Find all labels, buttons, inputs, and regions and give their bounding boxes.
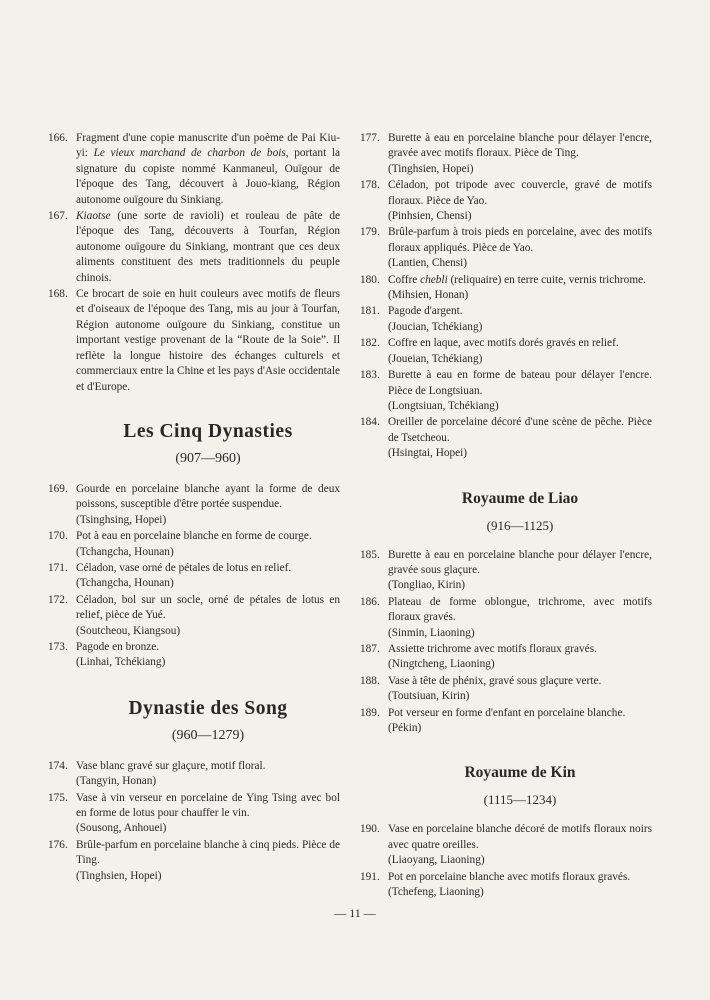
entry-number: 181. [360,305,380,318]
catalogue-entry [360,304,652,335]
catalogue-entry [360,674,652,705]
entry-number: 185. [360,548,380,561]
entry-text: Gourde en porcelaine blanche ayant la forme de deux poissons, susceptible d'être portée suspendue. [76,482,340,511]
entry-number: 170. [48,530,68,543]
entry-number: 172. [48,593,68,606]
right-column [360,131,652,901]
entry-location: (Toutsiuan, Kirin) [388,690,470,703]
entry-text: Vase à tête de phénix, gravé sous glaçure verte. [388,674,602,687]
catalogue-entry [48,791,340,837]
entry-number: 178. [360,179,380,192]
entry-description [388,706,652,721]
catalogue-entry [360,822,652,868]
entry-text: Pot verseur en forme d'enfant en porcelaine blanche. [388,706,626,719]
entry-description [388,548,652,579]
entry-description [388,822,652,853]
entry-location: (Hsingtai, Hopei) [388,447,468,460]
entry-number: 180. [360,273,380,286]
entry-number: 182. [360,337,380,350]
entry-location: (Tchangcha, Hounan) [76,577,174,590]
entry-text: Vase blanc gravé sur glaçure, motif floral. [76,759,266,772]
entry-description [388,178,652,209]
entry-text: Vase en porcelaine blanche décoré de motifs floraux noirs avec quatre oreilles. [388,823,652,851]
catalogue-entry [360,178,652,224]
catalogue-entry [48,561,340,592]
entry-text: Fragment d'une copie manuscrite d'un poème de Pai Kiu-yi: [76,132,340,160]
section-title: Les Cinq Dynasties [123,420,293,442]
catalogue-entry [48,838,340,884]
entry-number: 189. [360,706,380,719]
entry-text: Oreiller de porcelaine décoré d'une scène de pêche. Pièce de Tsetcheou. [388,416,652,444]
catalogue-entry [360,642,652,673]
entry-list [48,131,340,395]
entry-list [360,548,652,737]
entry-description [388,225,652,256]
catalogue-entry [48,287,340,395]
entry-description [76,640,340,655]
catalogue-entry [360,368,652,414]
catalogue-entry [48,759,340,790]
entry-number: 169. [48,482,68,495]
entry-location: (Tinghsien, Hopei) [76,869,162,882]
entry-text: Coffre [388,273,421,286]
catalogue-entry [360,548,652,594]
entry-text: , portant la signature du copiste nommé Kanmaneul, Ouïgour de l'époque des Tang, découvert à Jouo-kiang, Région autonome ouïgoure du Sinkiang. [76,147,341,206]
section-dates: (916—1125) [486,517,554,533]
entry-number: 175. [48,791,68,804]
section-heading [48,698,340,744]
entry-number: 176. [48,838,68,851]
entry-description [388,304,652,319]
entry-location: (Tongliao, Kirin) [388,579,466,592]
entry-text: Pagode d'argent. [388,305,463,318]
catalogue-entry [360,273,652,304]
section-dates: (1115—1234) [483,792,557,808]
entry-location: (Lantien, Chensi) [388,257,468,270]
entry-text: Plateau de forme oblongue, trichrome, avec motifs floraux gravés. [388,595,652,624]
entry-description [76,561,340,576]
entry-number: 174. [48,759,68,772]
entry-text: Burette à eau en forme de bateau pour délayer l'encre. Pièce de Longtsiuan. [388,369,652,397]
entry-description [76,759,340,774]
entry-text: Céladon, bol sur un socle, orné de pétales de lotus en relief, pièce de Yué. [76,593,340,622]
section-dates: (907—960) [175,450,241,466]
entry-text: Vase à vin verseur en porcelaine de Ying Tsing avec bol en forme de lotus pour chauffer le vin. [76,791,340,819]
section-title: Dynastie des Song [128,697,288,719]
entry-description [388,131,652,162]
entry-description [388,336,652,351]
entry-text: Pagode en bronze. [76,640,160,653]
section-title: Royaume de Liao [461,489,579,507]
section-heading [360,490,652,534]
entry-description [76,209,340,286]
entry-description [388,642,652,657]
entry-location: (Linhai, Tchékiang) [76,656,166,669]
entry-location: (Sousong, Anhouei) [76,822,167,835]
catalogue-entry [48,209,340,286]
entry-description [76,791,340,822]
section-dates: (960—1279) [171,727,245,743]
entry-number: 177. [360,132,380,144]
entry-number: 168. [48,288,68,301]
entry-text: Brûle-parfum à trois pieds en porcelaine, avec des motifs floraux appliqués. Pièce de Yao. [388,226,652,254]
catalogue-entry [48,482,340,528]
entry-location: (Joucian, Tchékiang) [388,320,483,333]
entry-location: (Pékin) [388,722,422,734]
entry-list [360,131,652,462]
section-heading [360,764,652,808]
entry-text: Coffre en laque, avec motifs dorés gravés en relief. [388,337,619,350]
entry-description [76,593,340,624]
entry-text: Assiette trichrome avec motifs floraux gravés. [388,642,597,655]
entry-italic-term: chebli [420,273,448,286]
entry-description [76,482,340,513]
catalogue-entry [360,336,652,367]
entry-location: (Mihsien, Honan) [388,289,469,302]
entry-text: Burette à eau en porcelaine blanche pour délayer l'encre, gravée sous glaçure. [388,548,652,576]
entry-number: 188. [360,674,380,687]
entry-text: (reliquaire) en terre cuite, vernis trichrome. [447,273,646,286]
entry-description [388,870,652,885]
entry-number: 184. [360,416,380,429]
entry-text: Brûle-parfum en porcelaine blanche à cinq pieds. Pièce de Ting. [76,838,340,867]
catalogue-entry [48,593,340,639]
catalogue-entry [360,706,652,737]
entry-number: 173. [48,640,68,653]
entry-location: (Tchefeng, Liaoning) [388,886,484,899]
entry-text: (une sorte de ravioli) et rouleau de pâte de l'époque des Tang, découverts à Tourfan, Région autonome ouïgoure du Sinkiang, montrant que ces deux aliments constituent des mets traditionnels du peuple chinois. [76,210,340,284]
entry-description [76,131,340,208]
entry-number: 191. [360,870,380,883]
entry-description [76,838,340,869]
entry-text: Céladon, pot tripode avec couvercle, gravé de motifs floraux. Pièce de Yao. [388,179,652,207]
entry-list [48,482,340,671]
entry-location: (Tchangcha, Hounan) [76,545,174,558]
section-title: Royaume de Kin [464,764,576,782]
catalogue-entry [360,870,652,901]
entry-location: (Pinhsien, Chensi) [388,210,472,223]
catalogue-entry [360,415,652,461]
entry-number: 186. [360,595,380,608]
entry-description [388,273,652,288]
entry-number: 166. [48,132,68,144]
catalogue-entry [360,225,652,271]
entry-number: 190. [360,823,380,836]
entry-description [76,287,340,395]
entry-location: (Sinmin, Liaoning) [388,626,475,639]
entry-italic-term: Kiaotse [76,210,111,223]
entry-number: 167. [48,210,68,223]
entry-description [388,415,652,446]
page-number: — 11 — [334,906,376,920]
catalogue-entry [360,131,652,177]
entry-location: (Ningtcheng, Liaoning) [388,658,495,671]
entry-location: (Tsinghsing, Hopei) [76,513,167,526]
entry-number: 171. [48,561,68,574]
entry-description [388,595,652,626]
entry-number: 179. [360,226,380,239]
entry-description [388,674,652,689]
entry-text: Ce brocart de soie en huit couleurs avec motifs de fleurs et d'oiseaux de l'époque des Tang, mis au jour à Tourfan, Région autonome ouïgoure du Sinkiang, constitue un important vestige provenant de la “Route de la Soie”. Il reflète la longue histoire des échanges culturels et commerciaux entre la Chine et les pays d'Asie occidentale et d'Europe. [76,288,340,393]
catalogue-entry [360,595,652,641]
left-column [48,131,340,885]
entry-text: Burette à eau en porcelaine blanche pour délayer l'encre, gravée avec motifs floraux. Pièce de Ting. [388,132,652,160]
entry-number: 183. [360,369,380,382]
entry-text: Céladon, vase orné de pétales de lotus en relief. [76,561,292,574]
entry-location: (Soutcheou, Kiangsou) [76,624,181,637]
entry-italic-term: Le vieux marchand de charbon de bois [93,147,286,160]
entry-location: (Joueian, Tchékiang) [388,352,483,365]
entry-location: (Longtsiuan, Tchékiang) [388,399,499,412]
entry-description [388,368,652,399]
entry-location: (Liaoyang, Liaoning) [388,854,485,867]
entry-list [360,822,652,900]
entry-list [48,759,340,884]
entry-location: (Tinghsien, Hopei) [388,162,474,175]
section-heading [48,421,340,467]
entry-number: 187. [360,642,380,655]
catalogue-entry [48,529,340,560]
entry-text: Pot à eau en porcelaine blanche en forme de courge. [76,530,312,543]
entry-text: Pot en porcelaine blanche avec motifs floraux gravés. [388,870,631,883]
catalogue-entry [48,131,340,208]
entry-description [76,529,340,544]
catalogue-entry [48,640,340,671]
entry-location: (Tangyin, Honan) [76,775,157,788]
